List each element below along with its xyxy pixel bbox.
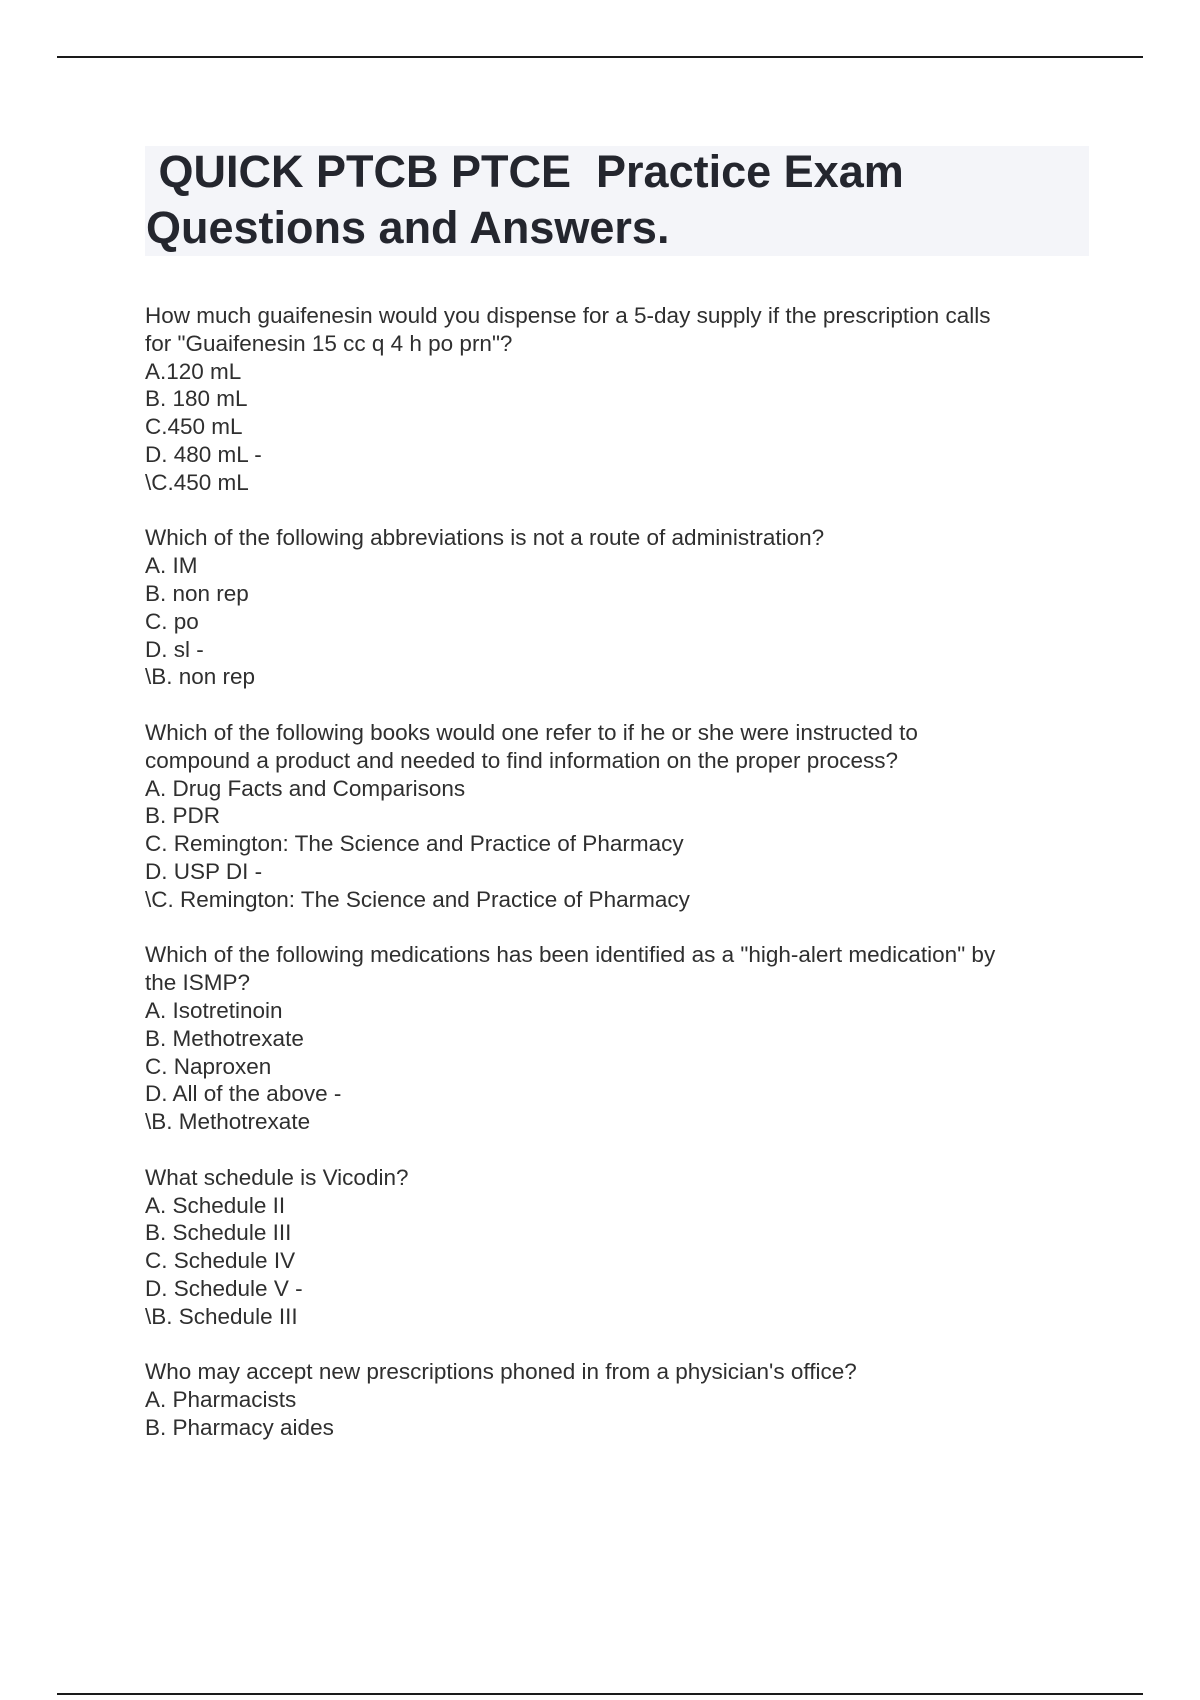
- answer-option: A.120 mL: [145, 358, 242, 384]
- question-stem: Who may accept new prescriptions phoned in from a physician's office?: [145, 1359, 857, 1385]
- question-block: [145, 302, 1075, 497]
- question-stem: Which of the following medications has been identified as a "high-alert medication" by: [145, 942, 996, 968]
- answer-option: C.450 mL: [145, 414, 243, 440]
- title-line-2: Questions and Answers.: [146, 202, 670, 253]
- question-stem: How much guaifenesin would you dispense for a 5-day supply if the prescription calls: [145, 303, 991, 328]
- question-block: [145, 524, 1075, 691]
- page-title: [146, 144, 1086, 256]
- correct-answer: \B. Methotrexate: [145, 1109, 311, 1135]
- correct-answer: \B. Schedule III: [145, 1303, 298, 1329]
- correct-answer: \C. Remington: The Science and Practice of Pharmacy: [145, 886, 690, 912]
- question-block: [145, 1164, 1075, 1331]
- question-stem: the ISMP?: [145, 970, 251, 996]
- answer-option: D. sl -: [145, 636, 204, 662]
- question-stem: for "Guaifenesin 15 cc q 4 h po prn"?: [145, 330, 513, 356]
- correct-answer: \B. non rep: [145, 664, 256, 690]
- top-rule: [57, 56, 1143, 58]
- answer-option: A. Schedule II: [145, 1192, 286, 1218]
- correct-answer: \C.450 mL: [145, 469, 249, 495]
- answer-option: D. Schedule V -: [145, 1275, 303, 1301]
- answer-option: C. Remington: The Science and Practice of Pharmacy: [145, 831, 684, 857]
- answer-option: A. Isotretinoin: [145, 997, 283, 1023]
- question-stem: What schedule is Vicodin?: [145, 1164, 409, 1190]
- question-block: [145, 941, 1075, 1136]
- answer-option: A. Pharmacists: [145, 1387, 297, 1413]
- title-line-1: QUICK PTCB PTCE Practice Exam: [146, 146, 904, 197]
- answer-option: A. IM: [145, 553, 198, 579]
- answer-option: B. Methotrexate: [145, 1025, 304, 1051]
- question-stem: Which of the following books would one refer to if he or she were instructed to: [145, 719, 918, 745]
- question-block: [145, 719, 1075, 914]
- question-list: [145, 302, 1075, 1442]
- bottom-rule: [57, 1693, 1143, 1695]
- answer-option: D. All of the above -: [145, 1081, 342, 1107]
- answer-option: B. 180 mL: [145, 386, 248, 412]
- answer-option: C. po: [145, 608, 199, 634]
- answer-option: B. non rep: [145, 580, 249, 606]
- answer-option: D. 480 mL -: [145, 441, 262, 467]
- answer-option: B. PDR: [145, 803, 221, 829]
- question-stem: compound a product and needed to find information on the proper process?: [145, 747, 899, 773]
- answer-option: B. Schedule III: [145, 1220, 292, 1246]
- answer-option: D. USP DI -: [145, 858, 263, 884]
- answer-option: C. Schedule IV: [145, 1248, 296, 1274]
- answer-option: B. Pharmacy aides: [145, 1414, 334, 1440]
- question-block: [145, 1358, 1075, 1441]
- answer-option: A. Drug Facts and Comparisons: [145, 775, 466, 801]
- answer-option: C. Naproxen: [145, 1053, 272, 1079]
- question-stem: Which of the following abbreviations is not a route of administration?: [145, 525, 825, 551]
